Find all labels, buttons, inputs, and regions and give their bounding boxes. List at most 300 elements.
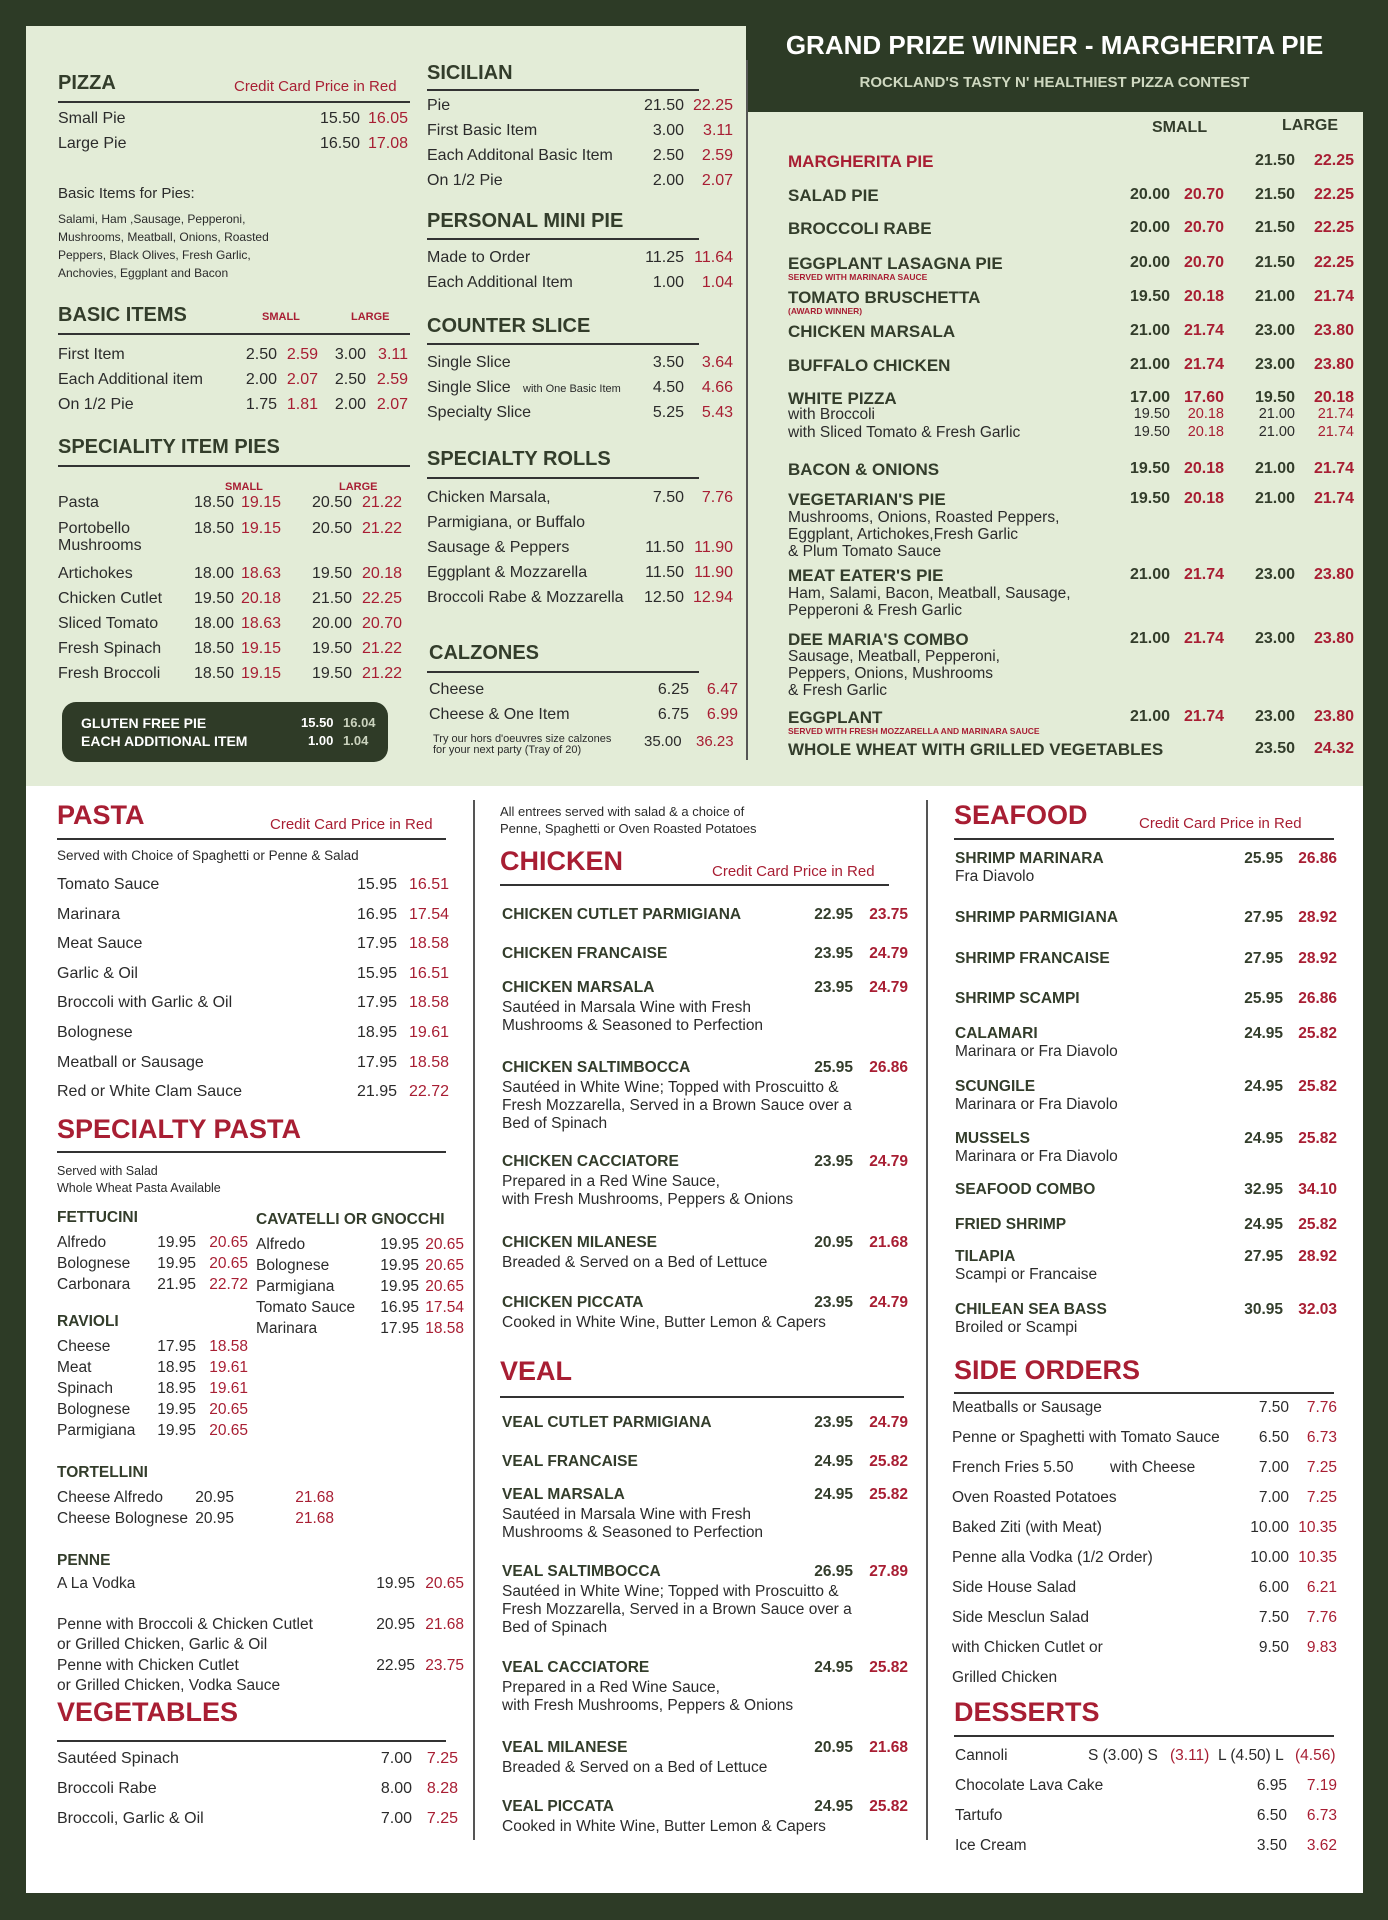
item-card-price: 7.25	[1306, 1459, 1337, 1476]
item-price: 18.95	[157, 1359, 196, 1376]
entree-description: Sautéed in White Wine; Topped with Proscuitto &	[502, 1079, 839, 1096]
item-card-price: 1.04	[701, 274, 733, 291]
item-price: 19.95	[157, 1401, 196, 1418]
note-line: Penne, Spaghetti or Oven Roasted Potatoes	[500, 821, 757, 836]
item-price: 6.75	[657, 706, 689, 723]
entree-description: Sautéed in White Wine; Topped with Proscuitto &	[502, 1583, 839, 1600]
small-price: 20.00	[1129, 186, 1170, 203]
item-card-price: 20.65	[425, 1575, 464, 1592]
large-card-price: 23.80	[1313, 708, 1354, 725]
entree-name: CHICKEN CUTLET PARMIGIANA	[502, 906, 742, 923]
basic-list-line: Peppers, Black Olives, Fresh Garlic,	[58, 248, 251, 262]
item-card-price: 34.10	[1298, 1181, 1337, 1198]
item-card-price: 28.92	[1298, 950, 1337, 967]
entree-name: CHICKEN SALTIMBOCCA	[502, 1059, 691, 1076]
large-price: 21.50	[1254, 219, 1295, 236]
item-card-price: 20.65	[209, 1234, 248, 1251]
entree-description: Cooked in White Wine, Butter Lemon & Capers	[502, 1314, 826, 1331]
entree-name: VEAL MILANESE	[502, 1739, 628, 1756]
seafood-card-note: Credit Card Price in Red	[1139, 815, 1302, 832]
item-card-price: 7.76	[701, 489, 733, 506]
item-card-price: 20.65	[209, 1401, 248, 1418]
large-card-price: 21.74	[1313, 490, 1354, 507]
large-card-price: 22.25	[1313, 254, 1354, 271]
item-card-price: 7.25	[426, 1810, 458, 1827]
item-price: 19.95	[376, 1575, 415, 1592]
item-name: Meat	[57, 1359, 92, 1376]
rule	[58, 101, 410, 103]
entree-description: Mushrooms & Seasoned to Perfection	[502, 1524, 764, 1541]
item-price: 25.95	[1244, 990, 1283, 1007]
entree-description: Breaded & Served on a Bed of Lettuce	[502, 1759, 768, 1776]
item-card-price: 21.68	[295, 1510, 334, 1527]
item-card-price: 6.47	[706, 681, 738, 698]
item-price: 15.95	[356, 876, 397, 893]
item-price: 20.95	[814, 1234, 853, 1251]
pie-name: CHICKEN MARSALA	[788, 322, 956, 341]
item-name: Fresh Broccoli	[58, 665, 161, 682]
item-price: 11.25	[645, 249, 684, 266]
large-price: 19.50	[311, 565, 352, 582]
item-card-price: 24.79	[869, 1414, 908, 1431]
item-price: 16.95	[380, 1299, 419, 1316]
chicken-card-note: Credit Card Price in Red	[712, 863, 875, 880]
large-price: 21.00	[1258, 424, 1295, 440]
large-card-price: 21.22	[361, 640, 402, 657]
item-card-price: 25.82	[869, 1453, 908, 1470]
item-price: 6.00	[1258, 1579, 1289, 1596]
item-card-price: 27.89	[869, 1563, 908, 1580]
item-price: 7.50	[652, 489, 684, 506]
item-name: Garlic & Oil	[57, 964, 138, 982]
pasta-card-note: Credit Card Price in Red	[270, 816, 433, 833]
entree-name: CHICKEN MILANESE	[502, 1234, 658, 1251]
seafood-title: SEAFOOD	[954, 800, 1088, 830]
item-name: Each Additonal Basic Item	[427, 147, 613, 164]
entrees-note	[500, 803, 757, 837]
gluten-free-box	[62, 702, 388, 762]
entree-name: VEAL CUTLET PARMIGIANA	[502, 1414, 712, 1431]
small-price: 21.00	[1129, 566, 1170, 583]
entree-description: Mushrooms & Seasoned to Perfection	[502, 1017, 764, 1034]
large-price: L (4.50) L	[1218, 1747, 1284, 1764]
rule	[427, 238, 699, 240]
item-price: 10.00	[1250, 1549, 1289, 1566]
item-card-price: 20.65	[209, 1422, 248, 1439]
speciality-title: SPECIALITY ITEM PIES	[58, 436, 280, 458]
large-card-price: 20.70	[361, 615, 402, 632]
item-name: French Fries 5.50	[952, 1459, 1074, 1476]
item-name: Cheese	[57, 1338, 111, 1355]
desserts-title: DESSERTS	[954, 1697, 1100, 1727]
item-card-price: 6.21	[1306, 1579, 1337, 1596]
small-price: 18.50	[193, 520, 234, 537]
rule	[427, 343, 699, 345]
item-card-price: 7.25	[1306, 1489, 1337, 1506]
item-price: 17.95	[157, 1338, 196, 1355]
item-card-price: 17.08	[367, 135, 408, 152]
small-card-price: 21.74	[1183, 708, 1224, 725]
large-price: 21.00	[1254, 288, 1295, 305]
item-price: 19.95	[157, 1422, 196, 1439]
item-card-price: 23.75	[869, 906, 908, 923]
item-price: 24.95	[1244, 1025, 1283, 1042]
pasta-title: PASTA	[57, 800, 145, 830]
item-card-price: 19.61	[209, 1380, 248, 1397]
item-card-price: 6.99	[706, 706, 738, 723]
entree-description: Bed of Spinach	[502, 1115, 608, 1132]
entree-description: Sautéed in Marsala Wine with Fresh	[502, 1506, 751, 1523]
entree-description: Prepared in a Red Wine Sauce,	[502, 1173, 720, 1190]
item-name: Cheese & One Item	[429, 706, 570, 723]
item-card-price: 18.58	[408, 1053, 449, 1071]
item-card-price: 3.64	[701, 354, 733, 371]
gluten-card-price: 1.04	[343, 733, 369, 748]
small-card-price: 21.74	[1183, 630, 1224, 647]
entree-description: Prepared in a Red Wine Sauce,	[502, 1679, 720, 1696]
small-price: 19.50	[1133, 424, 1170, 440]
size-large-label: LARGE	[1282, 117, 1338, 134]
item-card-price: 28.92	[1298, 1248, 1337, 1265]
item-name: Side House Salad	[952, 1579, 1077, 1596]
item-name: Penne or Spaghetti with Tomato Sauce	[952, 1429, 1220, 1446]
banner-subtitle: ROCKLAND'S TASTY N' HEALTHIEST PIZZA CONTEST	[859, 74, 1250, 91]
item-price: 23.95	[814, 945, 853, 962]
large-price: 21.00	[1254, 490, 1295, 507]
item-price: 2.50	[652, 147, 684, 164]
item-card-price: 24.79	[869, 979, 908, 996]
entree-name: VEAL MARSALA	[502, 1486, 625, 1503]
small-card-price: 20.70	[1183, 186, 1224, 203]
item-card-price: 20.65	[209, 1255, 248, 1272]
item-name: Each Additional Item	[427, 274, 573, 291]
small-price: 2.50	[245, 346, 277, 363]
banner	[746, 26, 1363, 112]
large-price: 21.50	[311, 590, 352, 607]
item-name: Marinara	[256, 1320, 318, 1337]
small-price: 21.00	[1129, 708, 1170, 725]
item-extra: with One Basic Item	[523, 383, 621, 395]
item-name: Baked Ziti (with Meat)	[952, 1519, 1102, 1536]
item-card-price: 20.65	[425, 1257, 464, 1274]
large-card-price: 22.25	[1313, 186, 1354, 203]
size-small-label: SMALL	[262, 311, 300, 323]
small-card-price: 19.15	[240, 665, 281, 682]
item-card-price: 25.82	[1298, 1078, 1337, 1095]
item-name: Small Pie	[58, 110, 126, 127]
pie-tag: (AWARD WINNER)	[788, 306, 863, 316]
rule	[500, 884, 889, 886]
item-name: Cheese Alfredo	[57, 1489, 163, 1506]
basic-list-line: Mushrooms, Meatball, Onions, Roasted	[58, 230, 269, 244]
small-price: 19.50	[193, 590, 234, 607]
item-name: or Grilled Chicken, Vodka Sauce	[57, 1677, 281, 1694]
item-price: 6.25	[657, 681, 689, 698]
small-price: 20.00	[1129, 254, 1170, 271]
item-card-price: 18.58	[425, 1320, 464, 1337]
item-name: Marinara	[57, 905, 121, 923]
small-price: 20.00	[1129, 219, 1170, 236]
item-name: Penne alla Vodka (1/2 Order)	[952, 1549, 1153, 1566]
item-extra: with Cheese	[1110, 1459, 1196, 1476]
small-price: 2.00	[245, 371, 277, 388]
item-price: 15.50	[319, 110, 360, 127]
item-name: Chocolate Lava Cake	[955, 1777, 1104, 1794]
small-price: 19.50	[1129, 490, 1170, 507]
small-price: 21.00	[1129, 356, 1170, 373]
pie-description: & Plum Tomato Sauce	[788, 543, 942, 560]
item-price: 19.95	[380, 1278, 419, 1295]
basic-items-title: BASIC ITEMS	[58, 304, 187, 326]
item-name: Broccoli Rabe & Mozzarella	[427, 589, 624, 606]
item-name: Chicken Marsala,	[427, 489, 551, 506]
large-price: 23.00	[1254, 322, 1295, 339]
item-price: 24.95	[814, 1798, 853, 1815]
item-name: Alfredo	[57, 1234, 107, 1251]
item-price: 3.50	[1256, 1837, 1287, 1854]
item-name: or Grilled Chicken, Garlic & Oil	[57, 1636, 268, 1653]
item-card-price: 25.82	[869, 1798, 908, 1815]
item-name: with Chicken Cutlet or	[952, 1639, 1103, 1656]
item-price: 6.50	[1256, 1807, 1287, 1824]
rule	[954, 838, 1334, 840]
item-price: 27.95	[1244, 950, 1283, 967]
small-price: 17.00	[1129, 389, 1170, 406]
pie-description: Peppers, Onions, Mushrooms	[788, 665, 994, 682]
entree-description: Bed of Spinach	[502, 1619, 608, 1636]
item-price: 24.95	[814, 1659, 853, 1676]
item-price: 6.50	[1258, 1429, 1289, 1446]
item-card-price: 7.76	[1306, 1399, 1337, 1416]
item-price: 17.95	[356, 1053, 397, 1071]
item-card-price: 25.82	[1298, 1216, 1337, 1233]
item-card-price: 10.35	[1298, 1549, 1337, 1566]
note-line: Whole Wheat Pasta Available	[57, 1181, 221, 1195]
small-card-price: 20.18	[1183, 460, 1224, 477]
seafood-name: CHILEAN SEA BASS	[955, 1301, 1107, 1318]
pie-name: BROCCOLI RABE	[788, 219, 932, 238]
item-name: Side Mesclun Salad	[952, 1609, 1089, 1626]
item-card-price: 25.82	[1298, 1025, 1337, 1042]
basic-list-line: Salami, Ham ,Sausage, Pepperoni,	[58, 212, 246, 226]
party-line: Try our hors d'oeuvres size calzones	[433, 733, 612, 745]
pie-name: DEE MARIA'S COMBO	[788, 630, 969, 649]
basic-items-list	[58, 210, 269, 282]
item-name: Pasta	[58, 494, 99, 511]
large-price: 3.00	[334, 346, 366, 363]
pie-description: with Broccoli	[788, 406, 875, 423]
small-card-price: 18.63	[240, 565, 281, 582]
item-name: Mushrooms	[58, 537, 142, 554]
large-card-price: 24.32	[1313, 740, 1354, 757]
small-card-price: 20.18	[1187, 424, 1224, 440]
item-name: On 1/2 Pie	[427, 172, 503, 189]
item-name: Eggplant & Mozzarella	[427, 564, 588, 581]
large-price: 21.00	[1254, 460, 1295, 477]
basic-items-heading: Basic Items for Pies:	[58, 185, 195, 202]
calzone-party-note	[433, 734, 611, 756]
item-name: Made to Order	[427, 249, 531, 266]
pie-tag: SERVED WITH MARINARA SAUCE	[788, 272, 928, 282]
item-price: 2.00	[652, 172, 684, 189]
item-card-price: 9.83	[1306, 1639, 1337, 1656]
item-card-price: 20.65	[425, 1278, 464, 1295]
large-price: 23.00	[1254, 630, 1295, 647]
item-name: Parmigiana	[57, 1422, 136, 1439]
item-price: 12.50	[643, 589, 684, 606]
item-name: Portobello	[58, 520, 131, 537]
item-card-price: 11.90	[694, 564, 733, 581]
small-price: S (3.00) S	[1088, 1747, 1158, 1764]
specialty-pasta-title: SPECIALTY PASTA	[57, 1114, 302, 1144]
small-card-price: 19.15	[240, 640, 281, 657]
small-card-price: 20.18	[1183, 490, 1224, 507]
item-name: Grilled Chicken	[952, 1669, 1058, 1686]
rule	[427, 477, 699, 479]
item-name: Broccoli Rabe	[57, 1780, 157, 1797]
seafood-description: Marinara or Fra Diavolo	[955, 1096, 1118, 1113]
item-price: 23.95	[814, 979, 853, 996]
item-card-price: 5.43	[701, 404, 733, 421]
item-price: 22.95	[376, 1657, 415, 1674]
item-price: 1.00	[652, 274, 684, 291]
small-card-price: 19.15	[240, 520, 281, 537]
large-card-price: 23.80	[1313, 566, 1354, 583]
entree-name: VEAL CACCIATORE	[502, 1659, 650, 1676]
item-name: Bolognese	[57, 1024, 133, 1041]
large-price: 21.50	[1254, 254, 1295, 271]
item-price: 17.95	[380, 1320, 419, 1337]
item-card-price: 26.86	[1298, 990, 1337, 1007]
item-card-price: 16.05	[367, 110, 408, 127]
item-price: 21.50	[643, 97, 684, 114]
item-card-price: 25.82	[1298, 1130, 1337, 1147]
item-price: 22.95	[814, 906, 853, 923]
party-card-price: 36.23	[696, 733, 734, 750]
pie-name: BACON & ONIONS	[788, 460, 940, 479]
large-card-price: 21.74	[1317, 406, 1354, 422]
pie-description: & Fresh Garlic	[788, 682, 888, 699]
seafood-description: Scampi or Francaise	[955, 1266, 1098, 1283]
large-card-price: 2.07	[376, 396, 408, 413]
note-line: All entrees served with salad & a choice of	[500, 804, 745, 819]
large-price: 21.50	[1254, 186, 1295, 203]
item-name: Alfredo	[256, 1236, 306, 1253]
item-name: Artichokes	[58, 565, 133, 582]
item-name: Cannoli	[955, 1747, 1008, 1764]
large-card-price: 20.18	[1313, 389, 1354, 406]
entree-name: VEAL FRANCAISE	[502, 1453, 638, 1470]
item-price: 20.95	[195, 1510, 234, 1527]
small-card-price: 20.18	[1183, 288, 1224, 305]
entree-description: Cooked in White Wine, Butter Lemon & Capers	[502, 1818, 826, 1835]
item-price: 20.95	[195, 1489, 234, 1506]
rule	[57, 1151, 446, 1153]
gluten-card-price: 16.04	[343, 715, 376, 730]
item-price: 6.95	[1256, 1777, 1287, 1794]
item-price: 8.00	[380, 1780, 412, 1797]
item-price: 18.95	[157, 1380, 196, 1397]
item-name: Broccoli with Garlic & Oil	[57, 994, 233, 1012]
item-price: 18.95	[356, 1024, 397, 1041]
small-card-price: 20.70	[1183, 219, 1224, 236]
item-card-price: 22.25	[692, 97, 733, 114]
gluten-line: EACH ADDITIONAL ITEM	[81, 733, 248, 749]
item-name: Sliced Tomato	[58, 615, 159, 632]
large-card-price: 21.22	[361, 665, 402, 682]
small-price: 21.00	[1129, 322, 1170, 339]
item-price: 21.95	[157, 1276, 196, 1293]
gluten-line: GLUTEN FREE PIE	[81, 715, 207, 731]
small-card-price: 21.74	[1183, 356, 1224, 373]
item-card-price: 24.79	[869, 1153, 908, 1170]
item-name: Bolognese	[57, 1255, 131, 1272]
pie-description: Sausage, Meatball, Pepperoni,	[788, 648, 1000, 665]
size-large-label: LARGE	[339, 481, 378, 493]
item-card-price: 32.03	[1298, 1301, 1337, 1318]
large-card-price: 21.74	[1317, 424, 1354, 440]
large-price: 20.50	[311, 494, 352, 511]
item-price: 11.50	[645, 564, 684, 581]
item-card-price: 22.72	[209, 1276, 248, 1293]
size-small-label: SMALL	[1152, 119, 1208, 136]
item-card-price: 23.75	[425, 1657, 464, 1674]
item-name: Meatballs or Sausage	[952, 1399, 1102, 1416]
pie-name: VEGETARIAN'S PIE	[788, 490, 946, 509]
small-card-price: 21.74	[1183, 322, 1224, 339]
side-orders-title: SIDE ORDERS	[954, 1355, 1141, 1385]
item-card-price: 6.73	[1306, 1807, 1337, 1824]
small-card-price: 19.15	[240, 494, 281, 511]
item-name: Parmigiana	[256, 1278, 335, 1295]
item-card-price: 20.65	[425, 1236, 464, 1253]
item-price: 30.95	[1244, 1301, 1283, 1318]
item-card-price: 24.79	[869, 945, 908, 962]
small-card-price: 21.74	[1183, 566, 1224, 583]
item-name: Each Additional item	[58, 371, 203, 388]
item-price: 7.00	[1258, 1459, 1289, 1476]
item-name: Bolognese	[57, 1401, 131, 1418]
small-card-price: 20.18	[1187, 406, 1224, 422]
item-card-price: 16.51	[408, 876, 449, 893]
item-name: Tomato Sauce	[256, 1299, 356, 1316]
rolls-title: SPECIALTY ROLLS	[427, 448, 611, 470]
item-card-price: 28.92	[1298, 909, 1337, 926]
pie-description: Ham, Salami, Bacon, Meatball, Sausage,	[788, 585, 1071, 602]
rule	[954, 1392, 1334, 1394]
item-price: 24.95	[814, 1486, 853, 1503]
pie-description: with Sliced Tomato & Fresh Garlic	[788, 424, 1021, 441]
specialty-pasta-notes	[57, 1163, 221, 1197]
item-price: 4.50	[652, 379, 684, 396]
item-card-price: 18.58	[209, 1338, 248, 1355]
item-price: 27.95	[1244, 1248, 1283, 1265]
item-card-price: 7.76	[1306, 1609, 1337, 1626]
pie-name: MEAT EATER'S PIE	[788, 566, 944, 585]
item-card-price: 17.54	[408, 905, 449, 923]
seafood-name: TILAPIA	[955, 1248, 1016, 1265]
item-name: Tomato Sauce	[57, 876, 160, 893]
item-card-price: 17.54	[425, 1299, 464, 1316]
item-name: Large Pie	[58, 135, 127, 152]
large-price: 23.00	[1254, 566, 1295, 583]
small-price: 19.50	[1129, 460, 1170, 477]
large-price: 23.50	[1254, 740, 1295, 757]
gluten-price: 1.00	[308, 733, 334, 748]
pie-name: MARGHERITA PIE	[788, 152, 934, 171]
item-card-price: 12.94	[692, 589, 733, 606]
seafood-description: Fra Diavolo	[955, 868, 1035, 885]
